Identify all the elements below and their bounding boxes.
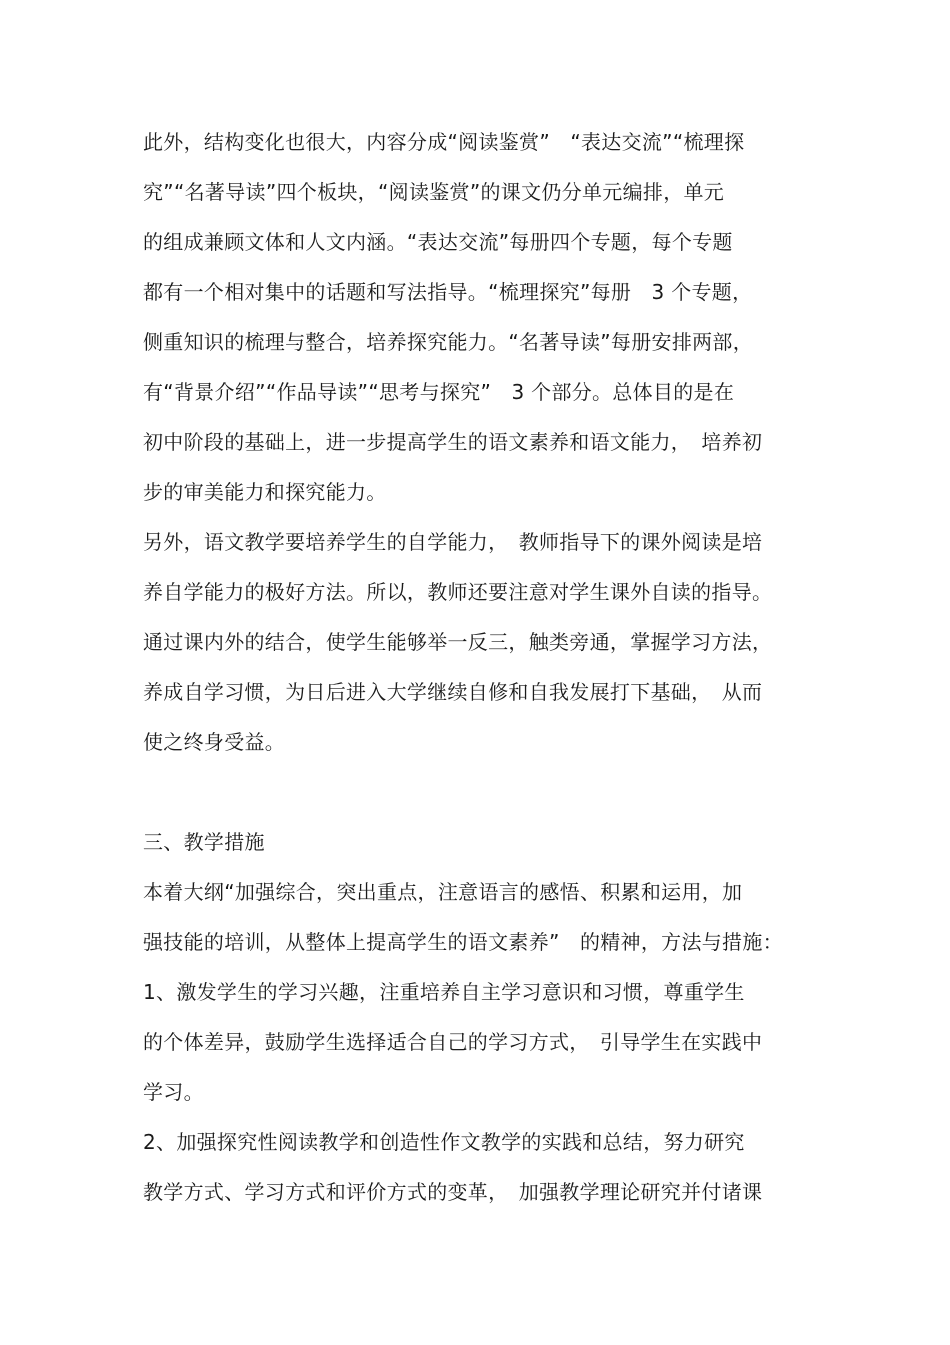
section-heading: 三、教学措施	[143, 830, 265, 854]
paragraph-1-line-4: 都有一个相对集中的话题和写法指导。“梳理探究”每册 3 个专题，	[143, 280, 753, 304]
paragraph-1-line-7: 初中阶段的基础上，进一步提高学生的语文素养和语文能力， 培养初	[143, 430, 763, 454]
paragraph-1-line-3: 的组成兼顾文体和人文内涵。“表达交流”每册四个专题，每个专题	[143, 230, 733, 254]
paragraph-1-line-8: 步的审美能力和探究能力。	[143, 480, 387, 504]
list-item-1-line-1: 1、激发学生的学习兴趣，注重培养自主学习意识和习惯，尊重学生	[143, 980, 745, 1004]
paragraph-2-line-3: 通过课内外的结合，使学生能够举一反三，触类旁通，掌握学习方法，	[143, 630, 773, 654]
paragraph-2-line-2: 养自学能力的极好方法。所以，教师还要注意对学生课外自读的指导。	[143, 580, 773, 604]
paragraph-1-line-2: 究”“名著导读”四个板块，“阅读鉴赏”的课文仍分单元编排，单元	[143, 180, 725, 204]
paragraph-1-line-5: 侧重知识的梳理与整合，培养探究能力。“名著导读”每册安排两部，	[143, 330, 754, 354]
list-item-2-line-1: 2、加强探究性阅读教学和创造性作文教学的实践和总结，努力研究	[143, 1130, 745, 1154]
list-item-1-line-3: 学习。	[143, 1080, 204, 1104]
list-item-2-line-2: 教学方式、学习方式和评价方式的变革， 加强教学理论研究并付诸课	[143, 1180, 763, 1204]
paragraph-3-line-1: 本着大纲“加强综合，突出重点，注意语言的感悟、积累和运用，加	[143, 880, 743, 904]
paragraph-2-line-1: 另外，语文教学要培养学生的自学能力， 教师指导下的课外阅读是培	[143, 530, 763, 554]
paragraph-2-line-4: 养成自学习惯，为日后进入大学继续自修和自我发展打下基础， 从而	[143, 680, 763, 704]
paragraph-1-line-1: 此外，结构变化也很大，内容分成“阅读鉴赏” “表达交流”“梳理探	[143, 130, 745, 154]
paragraph-1-line-6: 有“背景介绍”“作品导读”“思考与探究” 3 个部分。总体目的是在	[143, 380, 735, 404]
list-item-1-line-2: 的个体差异，鼓励学生选择适合自己的学习方式， 引导学生在实践中	[143, 1030, 763, 1054]
paragraph-2-line-5: 使之终身受益。	[143, 730, 286, 754]
paragraph-3-line-2: 强技能的培训，从整体上提高学生的语文素养” 的精神，方法与措施：	[143, 930, 783, 954]
